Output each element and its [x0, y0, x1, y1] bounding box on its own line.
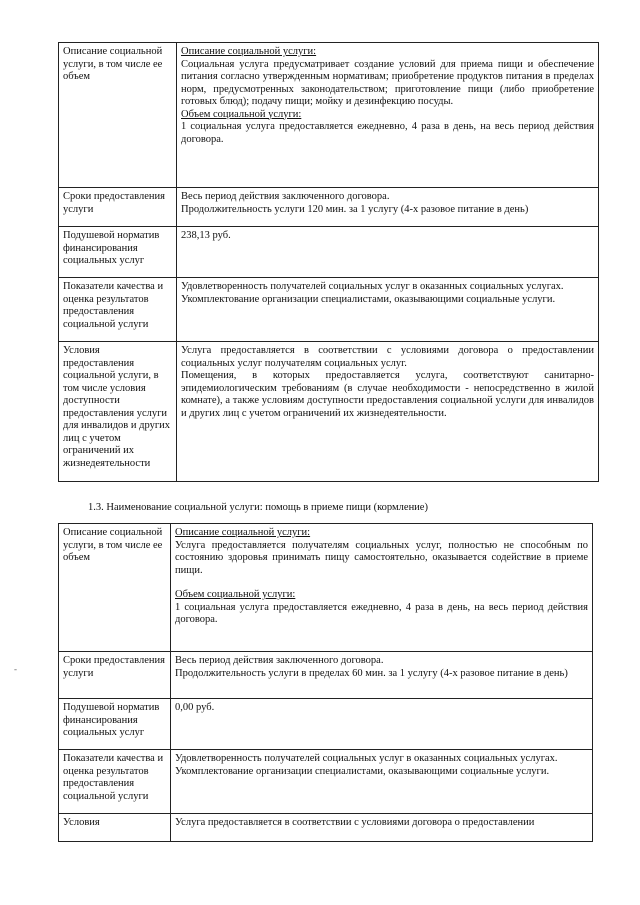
row-value: 0,00 руб.: [171, 699, 593, 750]
row-label: Описание социальной услуги, в том числе ее объем: [59, 524, 171, 652]
service-table-1: [58, 42, 599, 482]
table-row-quality: [59, 750, 593, 814]
terms-line-1: Весь период действия заключенного договора.: [175, 655, 384, 666]
row-label: Показатели качества и оценка результатов предоставления социальной услуги: [59, 750, 171, 814]
row-value: [177, 188, 599, 227]
volume-text: 1 социальная услуга предоставляется ежедневно, 4 раза в день, на весь период действия договора.: [175, 601, 588, 625]
row-label: Сроки предоставления услуги: [59, 652, 171, 699]
description-text: Социальная услуга предусматривает создание условий для приема пищи и обеспечение питания согласно утвержденным нормативам; приобретение продуктов питания в пределах норм, предусмотренных законодательством; приготовление пищи (либо приобретение готовых блюд); подачу пищи; мойку и дезинфекцию посуды.: [181, 58, 594, 107]
service-table-2: [58, 523, 593, 842]
row-label: Условия: [59, 814, 171, 842]
volume-title: Объем социальной услуги:: [181, 108, 302, 120]
row-label: Сроки предоставления услуги: [59, 188, 177, 227]
row-value: [177, 342, 599, 482]
row-value: [171, 652, 593, 699]
row-label: Условия предоставления социальной услуги, в том числе условия доступности предоставления услуги для инвалидов и других лиц с учетом ограничений их жизнедеятельности: [59, 342, 177, 482]
description-title: Описание социальной услуги:: [175, 527, 311, 538]
quality-line-2: Укомплектование организации специалистами, оказывающими социальные услуги.: [181, 293, 556, 305]
table-row-norm: [59, 227, 599, 278]
conditions-line-1: Услуга предоставляется в соответствии с условиями договора о предоставлении социальных услуг получателям социальных услуг.: [181, 345, 594, 369]
table-row-quality: [59, 278, 599, 342]
table-row-terms: [59, 188, 599, 227]
conditions-line-2: Помещения, в которых предоставляется услуга, соответствуют санитарно-эпидемиологическим требованиям (в случае необходимости - непосредственно в жилой комнате), а также условиям доступности предоставления социальной услуги для инвалидов и других лиц с учетом ограничений их жизнедеятельности.: [181, 370, 594, 419]
quality-line-1: Удовлетворенность получателей социальных услуг в оказанных социальных услугах.: [175, 753, 558, 764]
table-row-terms: [59, 652, 593, 699]
quality-line-1: Удовлетворенность получателей социальных услуг в оказанных социальных услугах.: [181, 281, 564, 292]
row-label: Показатели качества и оценка результатов предоставления социальной услуги: [59, 278, 177, 342]
row-label: Подушевой норматив финансирования социальных услуг: [59, 227, 177, 278]
row-label: Подушевой норматив финансирования социальных услуг: [59, 699, 171, 750]
description-title: Описание социальной услуги:: [181, 46, 317, 57]
table-row-conditions: [59, 814, 593, 842]
table-row-conditions: [59, 342, 599, 482]
description-text: Услуга предоставляется получателям социальных услуг, полностью не способным по состоянию здоровья принимать пищу самостоятельно, оказывается содействие в приеме пищи.: [175, 539, 588, 576]
row-value: [171, 750, 593, 814]
table-row-description: [59, 524, 593, 652]
row-value: 238,13 руб.: [177, 227, 599, 278]
terms-line-1: Весь период действия заключенного договора.: [181, 191, 390, 202]
row-label: Описание социальной услуги, в том числе ее объем: [59, 43, 177, 188]
volume-title: Объем социальной услуги:: [175, 589, 296, 600]
row-value: [171, 814, 593, 842]
row-value: [177, 43, 599, 188]
terms-line-2: Продолжительность услуги 120 мин. за 1 услугу (4-х разовое питание в день): [181, 203, 529, 215]
conditions-line-1: Услуга предоставляется в соответствии с условиями договора о предоставлении: [175, 817, 535, 828]
row-value: [171, 524, 593, 652]
table-row-description: [59, 43, 599, 188]
margin-mark: -: [14, 664, 17, 674]
spacer: [175, 577, 588, 589]
quality-line-2: Укомплектование организации специалистами, оказывающими социальные услуги.: [175, 765, 550, 777]
terms-line-2: Продолжительность услуги в пределах 60 мин. за 1 услугу (4-х разовое питание в день): [175, 667, 568, 679]
section-heading: 1.3. Наименование социальной услуги: помощь в приеме пищи (кормление): [88, 502, 428, 513]
row-value: [177, 278, 599, 342]
volume-text: 1 социальная услуга предоставляется ежедневно, 4 раза в день, на весь период действия договора.: [181, 121, 594, 145]
table-row-norm: [59, 699, 593, 750]
